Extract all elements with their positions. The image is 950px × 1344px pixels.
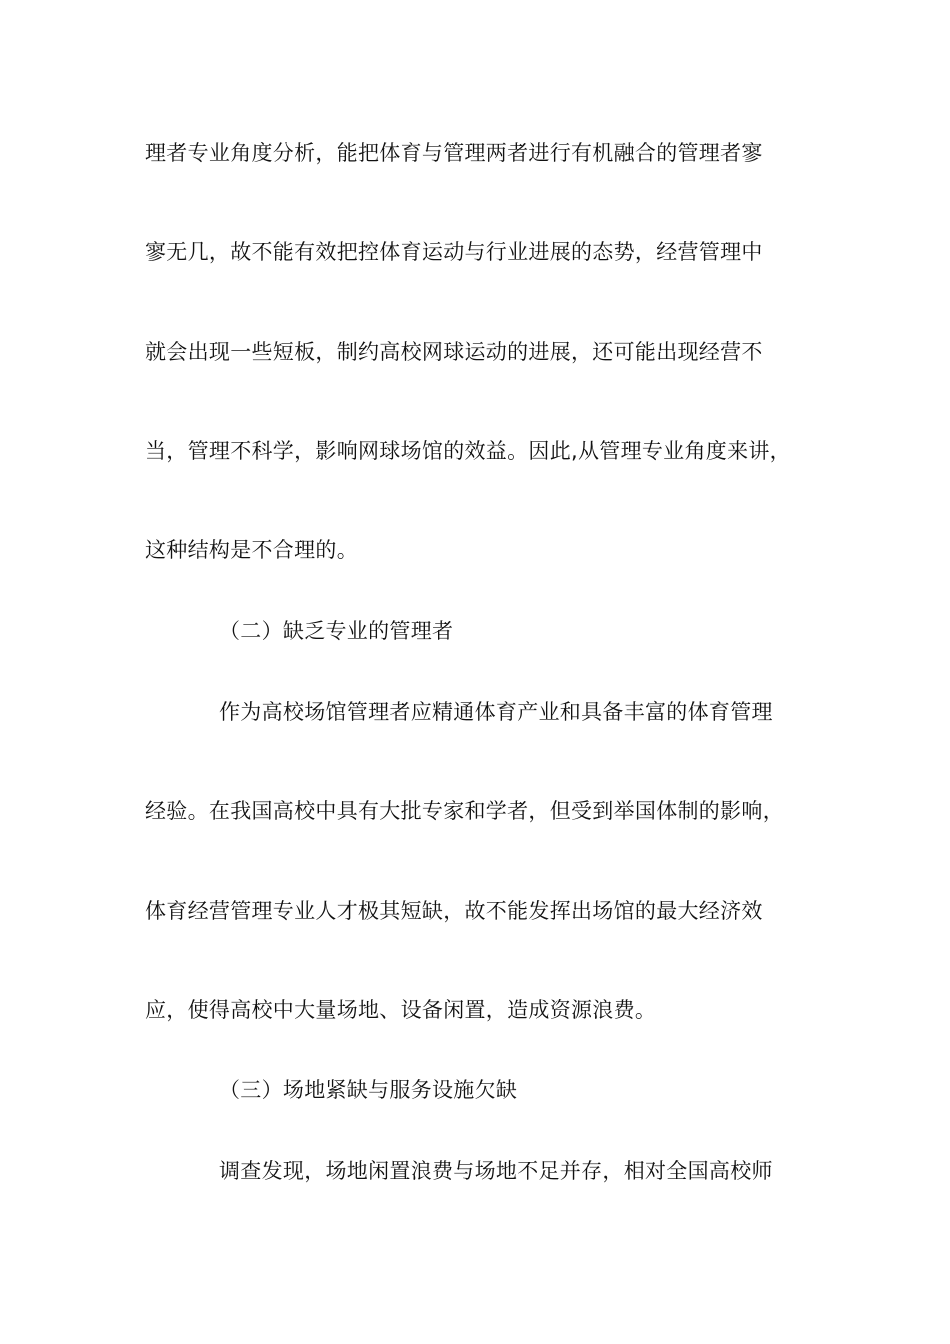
- paragraph-line: 经验。在我国高校中具有大批专家和学者，但受到举国体制的影响，: [145, 799, 784, 823]
- paragraph-line: 理者专业角度分析，能把体育与管理两者进行有机融合的管理者寥: [145, 141, 763, 165]
- section-heading: （三）场地紧缺与服务设施欠缺: [219, 1078, 518, 1102]
- paragraph-line: 调查发现，场地闲置浪费与场地不足并存，相对全国高校师: [219, 1159, 773, 1183]
- paragraph-line: 应，使得高校中大量场地、设备闲置，造成资源浪费。: [145, 998, 657, 1022]
- paragraph-line: 这种结构是不合理的。: [145, 538, 358, 562]
- section-heading: （二）缺乏专业的管理者: [219, 619, 454, 643]
- paragraph-line: 就会出现一些短板，制约高校网球运动的进展，还可能出现经营不: [145, 340, 763, 364]
- paragraph-line: 当，管理不科学，影响网球场馆的效益。因此,从管理专业角度来讲，: [145, 439, 791, 463]
- paragraph-line: 作为高校场馆管理者应精通体育产业和具备丰富的体育管理: [219, 700, 773, 724]
- paragraph-line: 寥无几，故不能有效把控体育运动与行业进展的态势，经营管理中: [145, 240, 763, 264]
- paragraph-line: 体育经营管理专业人才极其短缺，故不能发挥出场馆的最大经济效: [145, 899, 763, 923]
